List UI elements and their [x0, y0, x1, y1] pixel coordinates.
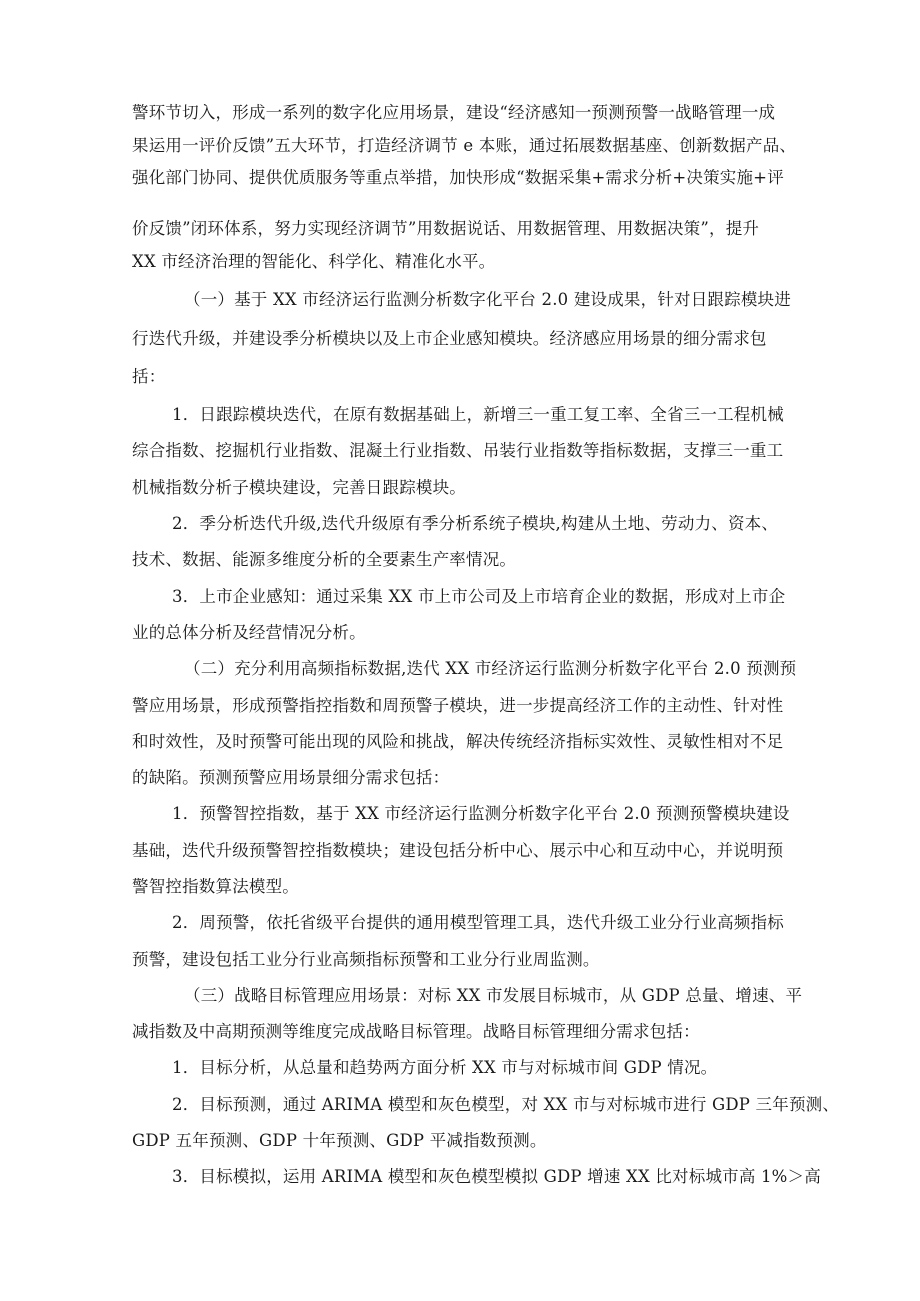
- paragraph-line: 1．预警智控指数，基于 XX 市经济运行监测分析数字化平台 2.0 预测预警模块建设: [172, 804, 790, 823]
- paragraph-line: 果运用一评价反馈”五大环节，打造经济调节 e 本账，通过拓展数据基座、创新数据产品、: [132, 136, 797, 155]
- paragraph-line: 3．目标模拟，运用 ARIMA 模型和灰色模型模拟 GDP 增速 XX 比对标城市高 1%＞高: [172, 1167, 821, 1186]
- paragraph-line: 减指数及中高期预测等维度完成战略目标管理。战略目标管理细分需求包括：: [132, 1022, 700, 1041]
- paragraph-line: 的缺陷。预测预警应用场景细分需求包括：: [132, 768, 450, 787]
- paragraph-line: 机械指数分析子模块建设，完善日跟踪模块。: [132, 478, 466, 497]
- paragraph-line: 2．周预警，依托省级平台提供的通用模型管理工具，迭代升级工业分行业高频指标: [172, 913, 784, 932]
- paragraph-line: 括：: [132, 367, 166, 386]
- paragraph-line: 预警，建设包括工业分行业高频指标预警和工业分行业周监测。: [132, 950, 600, 969]
- paragraph-line: （二）充分利用高频指标数据,迭代 XX 市经济运行监测分析数字化平台 2.0 预测预: [184, 659, 797, 678]
- paragraph-line: 基础，迭代升级预警智控指数模块；建设包括分析中心、展示中心和互动中心，并说明预: [132, 841, 784, 860]
- paragraph-line: 技术、数据、能源多维度分析的全要素生产率情况。: [132, 550, 517, 569]
- paragraph-line: 价反馈”闭环体系，努力实现经济调节”用数据说话、用数据管理、用数据决策”，提升: [132, 219, 760, 238]
- paragraph-line: 综合指数、挖掘机行业指数、混凝土行业指数、吊装行业指数等指标数据，支撑三一重工: [132, 441, 784, 460]
- paragraph-line: （一）基于 XX 市经济运行监测分析数字化平台 2.0 建设成果，针对日跟踪模块进: [184, 290, 791, 309]
- paragraph-line: 3．上市企业感知：通过采集 XX 市上市公司及上市培育企业的数据，形成对上市企: [172, 587, 786, 606]
- paragraph-line: 警智控指数算法模型。: [132, 877, 299, 896]
- paragraph-line: 2．目标预测，通过 ARIMA 模型和灰色模型，对 XX 市与对标城市进行 GDP 三年预测、: [172, 1095, 840, 1114]
- paragraph-line: 和时效性，及时预警可能出现的风险和挑战，解决传统经济指标实效性、灵敏性相对不足: [132, 732, 784, 751]
- paragraph-line: 警环节切入，形成一系列的数字化应用场景，建设“经济感知一预测预警一战略管理一成: [132, 103, 776, 122]
- paragraph-line: 警应用场景，形成预警指控指数和周预警子模块，进一步提高经济工作的主动性、针对性: [132, 696, 784, 715]
- paragraph-line: 行迭代升级，并建设季分析模块以及上市企业感知模块。经济感应用场景的细分需求包: [132, 329, 767, 348]
- paragraph-line: 2．季分析迭代升级,迭代升级原有季分析系统子模块,构建从土地、劳动力、资本、: [172, 514, 779, 533]
- paragraph-line: 业的总体分析及经营情况分析。: [132, 623, 366, 642]
- paragraph-line: 1．日跟踪模块迭代，在原有数据基础上，新增三一重工复工率、全省三一工程机械: [172, 405, 784, 424]
- paragraph-line: GDP 五年预测、GDP 十年预测、GDP 平减指数预测。: [132, 1131, 547, 1150]
- paragraph-line: XX 市经济治理的智能化、科学化、精准化水平。: [132, 252, 496, 271]
- paragraph-line: （三）战略目标管理应用场景：对标 XX 市发展目标城市，从 GDP 总量、增速、平: [184, 986, 803, 1005]
- paragraph-line: 1．目标分析，从总量和趋势两方面分析 XX 市与对标城市间 GDP 情况。: [172, 1058, 718, 1077]
- paragraph-line: 强化部门协同、提供优质服务等重点举措，加快形成“数据采集+需求分析+决策实施+评: [132, 168, 784, 187]
